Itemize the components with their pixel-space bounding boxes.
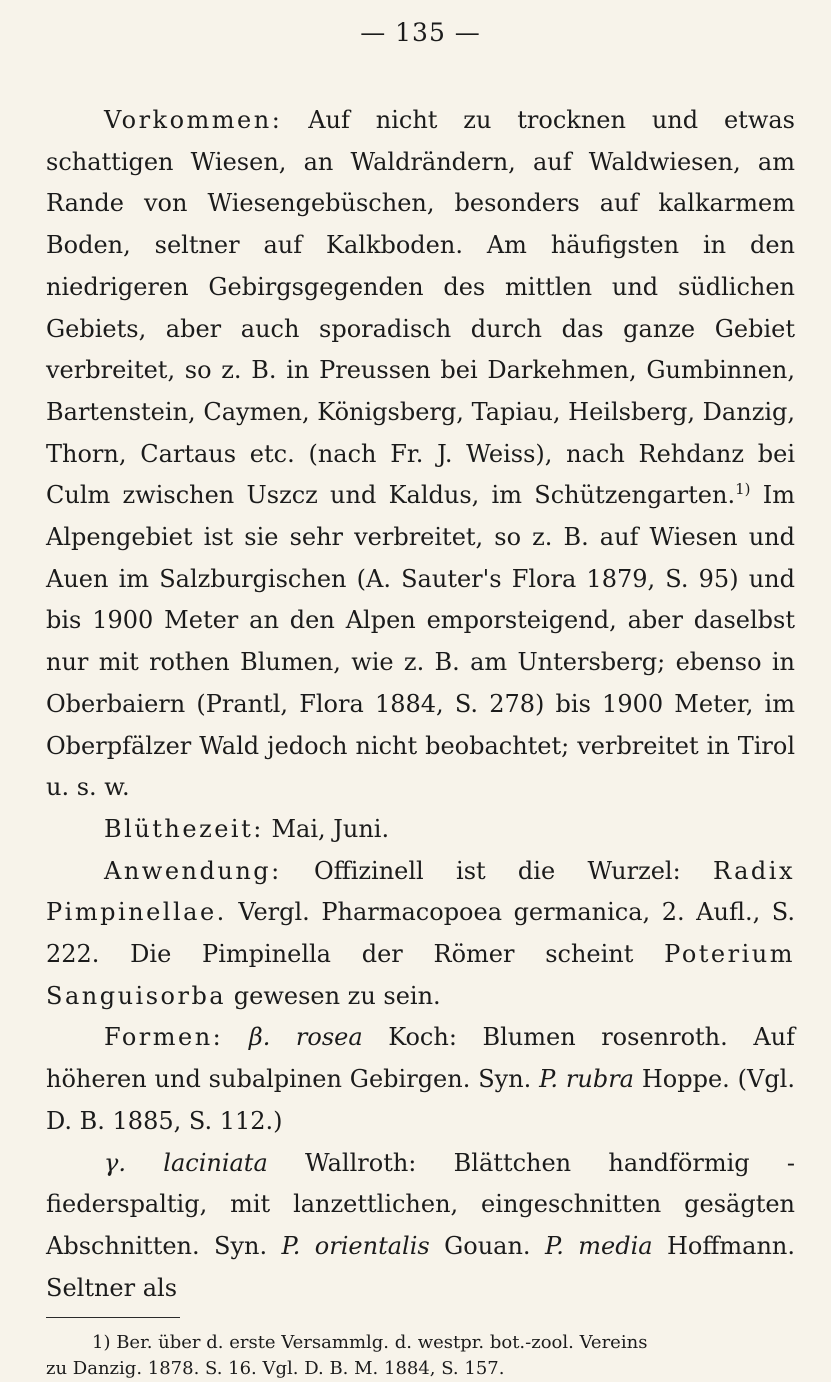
- main-text: [46, 100, 795, 1309]
- page-number: — 135 —: [360, 18, 481, 47]
- text: gewesen zu sein.: [226, 981, 441, 1010]
- synonym: P. rubra: [539, 1065, 634, 1094]
- text: Im Alpengebiet ist sie sehr verbreitet, so z. B. auf Wiesen und Auen im Salzburgischen (A. Sauter's Flora 1879, S. 95) und bis 1900 Meter an den Alpen emporsteigend, aber daselbst nur mit rothen Blumen, wie z. B. am Untersberg; ebenso in Oberbaiern (Prantl, Flora 1884, S. 278) bis 1900 Meter, im Oberpfälzer Wald jedoch nicht beobachtet; verbreitet in Tirol u. s. w.: [46, 481, 795, 802]
- plant-name: Poterium Sanguisorba: [46, 940, 795, 1010]
- drug-name: Radix Pimpinellae.: [46, 856, 795, 927]
- footnote-divider: [46, 1317, 180, 1318]
- paragraph-anwendung: [46, 851, 795, 1018]
- text: Gouan.: [429, 1231, 545, 1260]
- form-name: laciniata: [163, 1148, 268, 1177]
- text: Vergl. Pharmacopoea germanica, 2. Aufl., S. 222. Die Pimpinella der Römer scheint: [46, 898, 795, 969]
- synonym: P. orientalis: [281, 1231, 430, 1260]
- label-formen: Formen:: [104, 1023, 224, 1052]
- label-anwendung: Anwendung:: [104, 856, 282, 885]
- footnote-ref: 1): [735, 480, 751, 499]
- text: Auf nicht zu trocknen und etwas schattigen Wiesen, an Waldrändern, auf Waldwiesen, am Rande von Wiesengebüschen, besonders auf kalkarmem Boden, seltner auf Kalkboden. Am häufigsten in den niedrigeren Gebirgsgegenden des mittlen und südlichen Gebiets, aber auch sporadisch durch das ganze Gebiet verbreitet, so z. B. in Preussen bei Darkehmen, Gumbinnen, Bartenstein, Caymen, Königsberg, Tapiau, Heilsberg, Danzig, Thorn, Cartaus etc. (nach Fr. J. Weiss), nach Rehdanz bei Culm zwischen Uszcz und Kaldus, im Schützengarten.: [46, 106, 795, 510]
- text: Koch: Blumen rosenroth. Auf höheren und subalpinen Gebirgen. Syn.: [46, 1023, 795, 1094]
- text: Mai, Juni.: [263, 814, 390, 843]
- paragraph-bluethezeit: [46, 809, 795, 851]
- text: Hoffmann. Seltner als: [46, 1231, 796, 1302]
- label-bluethezeit: Blüthezeit:: [104, 814, 264, 843]
- footnote-line-2: zu Danzig. 1878. S. 16. Vgl. D. B. M. 1884, S. 157.: [46, 1358, 505, 1380]
- text: Hoppe. (Vgl. D. B. 1885, S. 112.): [46, 1065, 795, 1135]
- form-name: rosea: [295, 1023, 363, 1052]
- footnote-line-1: 1) Ber. über d. erste Versammlg. d. westpr. bot.-zool. Vereins: [92, 1332, 648, 1354]
- paragraph-vorkommen: [46, 100, 795, 809]
- footnote: [46, 1330, 795, 1382]
- text: Offizinell ist die Wurzel:: [281, 856, 713, 885]
- synonym: P. media: [544, 1231, 653, 1260]
- paragraph-laciniata: [46, 1143, 795, 1310]
- greek-letter: γ.: [104, 1148, 164, 1177]
- label-vorkommen: Vorkommen:: [104, 106, 283, 134]
- text: Wallroth: Blättchen handförmig - fiederspaltig, mit lanzettlichen, eingeschnitten gesägten Abschnitten. Syn.: [46, 1148, 795, 1260]
- paragraph-formen: [46, 1017, 795, 1142]
- greek-letter: β.: [223, 1023, 296, 1052]
